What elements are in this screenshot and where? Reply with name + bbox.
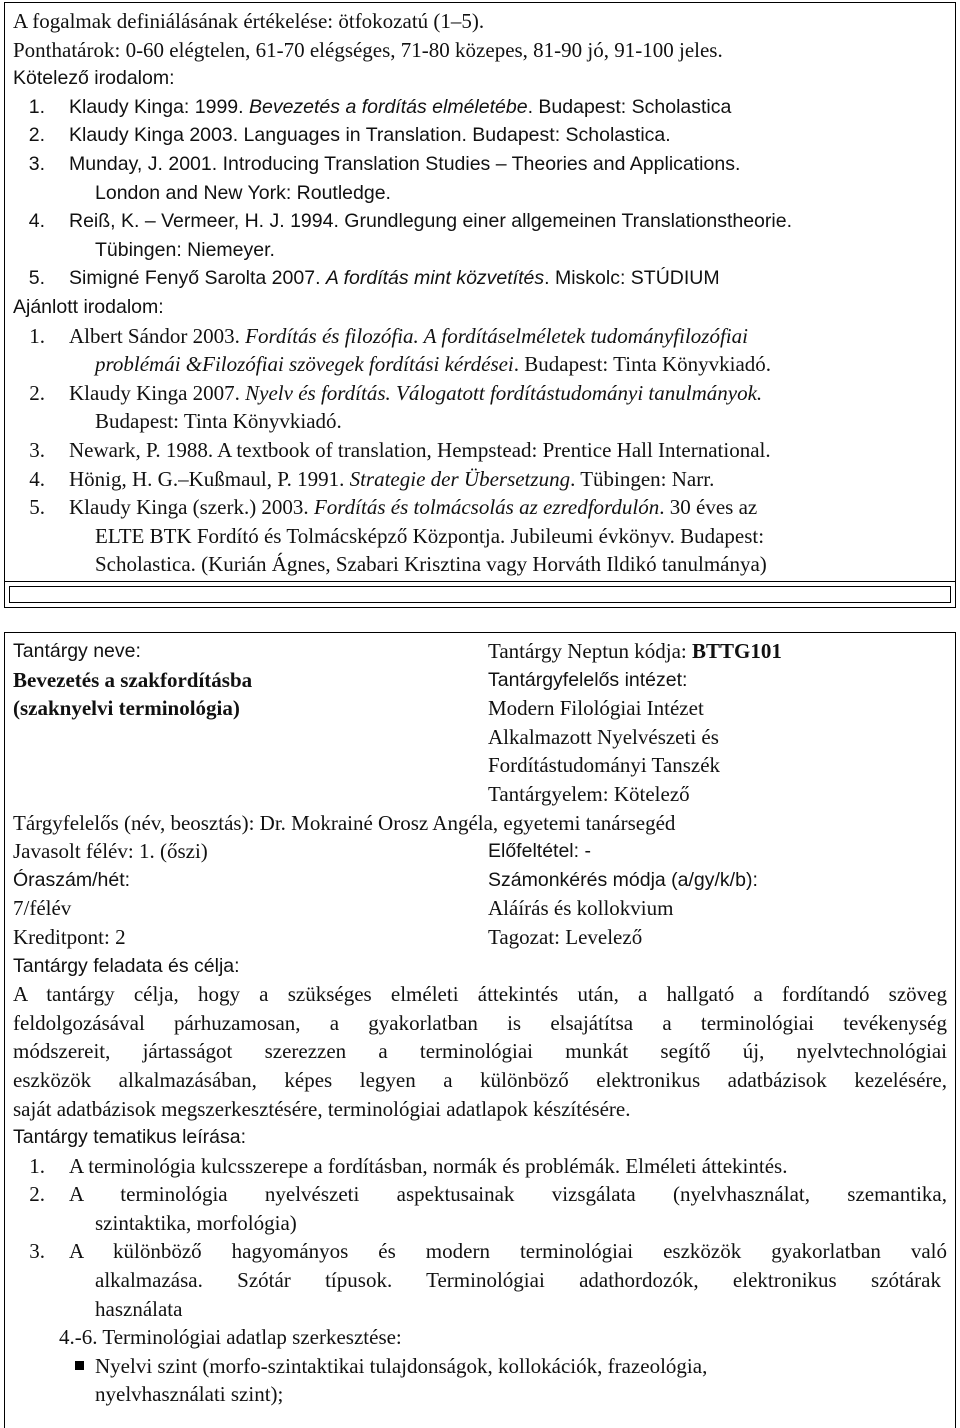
list-item: 3. Newark, P. 1988. A textbook of translation, Hempstead: Prentice Hall International.: [29, 437, 771, 462]
neptun-code: Tantárgy Neptun kódja: BTTG101: [488, 639, 782, 663]
prerequisite: Előfeltétel: -: [488, 840, 591, 863]
goal-paragraph-line: saját adatbázisok megszerkesztésére, terminológiai adatlapok készítésére.: [13, 1096, 631, 1121]
recommended-semester: Javasolt félév: 1. (őszi): [13, 839, 208, 864]
required-literature-heading: Kötelező irodalom:: [13, 67, 175, 90]
list-item: 1. Klaudy Kinga: 1999. Bevezetés a fordítás elméletébe. Budapest: Scholastica: [28, 95, 732, 118]
department-name: Alkalmazott Nyelvészeti és: [488, 724, 719, 749]
course-element: Tantárgyelem: Kötelező: [488, 781, 690, 806]
course-name-sub: (szaknyelvi terminológia): [13, 696, 240, 721]
list-item-continuation: problémái &Filozófiai szövegek fordítási kérdései. Budapest: Tinta Könyvkiadó.: [95, 352, 772, 377]
goal-paragraph-line: eszközök alkalmazásában, képes legyen a különböző elektronikus adatbázisok kezelésére,: [13, 1067, 947, 1092]
goal-paragraph-line: módszereit, jártasságot szerezzen a terminológiai munkát segítő új, nyelvtechnológiai: [13, 1039, 947, 1064]
topics-label: Tantárgy tematikus leírása:: [13, 1126, 247, 1149]
institute-name: Modern Filológiai Intézet: [488, 696, 704, 721]
topic-continuation: szintaktika, morfológia): [95, 1210, 297, 1235]
semester-row: [13, 837, 947, 866]
list-item: 5. Klaudy Kinga (szerk.) 2003. Fordítás és tolmácsolás az ezredfordulón. 30 éves az: [29, 495, 758, 520]
goal-label: Tantárgy feladata és célja:: [13, 954, 240, 977]
list-item: 4. Hönig, H. G.–Kußmaul, P. 1991. Strategie der Übersetzung. Tübingen: Narr.: [29, 466, 715, 491]
empty-cell: [9, 586, 951, 603]
study-mode: Tagozat: Levelező: [488, 924, 643, 949]
topic-continuation: alkalmazása. Szótár típusok. Terminológiai adathordozók, elektronikus szótárak: [95, 1268, 941, 1293]
exam-type-value: Aláírás és kollokvium: [488, 896, 674, 921]
topic-item: 1. A terminológia kulcsszerepe a fordításban, normák és problémák. Elméleti áttekintés.: [29, 1153, 788, 1178]
recommended-literature-heading: Ajánlott irodalom:: [13, 295, 164, 318]
list-item-continuation: Tübingen: Niemeyer.: [95, 238, 275, 261]
responsible-person: Tárgyfelelős (név, beosztás): Dr. Mokrainé Orosz Angéla, egyetemi tanársegéd: [13, 810, 676, 835]
goal-paragraph-line: A tantárgy célja, hogy a szükséges elméleti áttekintés után, a hallgató a fordítandó szöveg: [13, 982, 947, 1007]
course-name: Bevezetés a szakfordításba: [13, 667, 253, 692]
list-item: 4. Reiß, K. – Vermeer, H. J. 1994. Grundlegung einer allgemeinen Translationstheorie.: [28, 210, 792, 233]
square-bullet-icon: [13, 1352, 95, 1381]
list-item: 3. Munday, J. 2001. Introducing Translation Studies – Theories and Applications.: [28, 152, 741, 175]
list-item-continuation: Budapest: Tinta Könyvkiadó.: [95, 409, 342, 434]
topic-continuation: használata: [95, 1296, 183, 1321]
hours-label: Óraszám/hét:: [13, 868, 131, 891]
list-item-continuation: ELTE BTK Fordító és Tolmácsképző Központja. Jubileumi évkönyv. Budapest:: [95, 523, 765, 548]
list-item-continuation: London and New York: Routledge.: [95, 181, 391, 204]
points-line: Ponthatárok: 0-60 elégtelen, 61-70 elégséges, 71-80 közepes, 81-90 jó, 91-100 jeles.: [13, 37, 723, 62]
list-item-continuation: Scholastica. (Kurián Ágnes, Szabari Krisztina vagy Horváth Ildikó tanulmánya): [95, 552, 767, 577]
topic-item: 2. A terminológia nyelvészeti aspektusainak vizsgálata (nyelvhasználat, szemantika,: [29, 1182, 947, 1207]
course-header-grid: [13, 637, 947, 809]
list-item: 1. Albert Sándor 2003. Fordítás és filozófia. A fordításelméletek tudományfilozófiai: [29, 323, 748, 348]
department-name-cont: Fordítástudományi Tanszék: [488, 753, 721, 778]
topic-item-4-6: 4.-6. Terminológiai adatlap szerkesztése:: [59, 1325, 402, 1350]
literature-box: [4, 2, 956, 582]
bullet-item: Nyelvi szint (morfo-szintaktikai tulajdonságok, kollokációk, frazeológia,: [13, 1352, 947, 1381]
list-item: 2. Klaudy Kinga 2003. Languages in Translation. Budapest: Scholastica.: [28, 124, 671, 147]
credits-row: [13, 923, 947, 952]
topic-item: 3. A különböző hagyományos és modern terminológiai eszközök gyakorlatban való: [29, 1239, 947, 1264]
credits: Kreditpont: 2: [13, 924, 126, 949]
institute-label: Tantárgyfelelős intézet:: [488, 668, 688, 691]
list-item: 2. Klaudy Kinga 2007. Nyelv és fordítás. Válogatott fordítástudományi tanulmányok.: [29, 380, 763, 405]
goal-paragraph-line: feldolgozásával párhuzamosan, a gyakorlatban is elsajátítsa a terminológiai tevékenység: [13, 1010, 947, 1035]
empty-table-row: [4, 581, 956, 608]
bullet-continuation: nyelvhasználati szint);: [95, 1382, 284, 1407]
course-description-box: [4, 632, 956, 1428]
list-item: 5. Simigné Fenyő Sarolta 2007. A fordítás mint közvetítés. Miskolc: STÚDIUM: [28, 267, 720, 290]
course-name-label: Tantárgy neve:: [13, 640, 141, 662]
hours-row: [13, 866, 947, 923]
exam-type-label: Számonkérés módja (a/gy/k/b):: [488, 868, 758, 891]
hours-value: 7/félév: [13, 896, 72, 921]
evaluation-line: A fogalmak definiálásának értékelése: ötfokozatú (1–5).: [13, 9, 485, 33]
